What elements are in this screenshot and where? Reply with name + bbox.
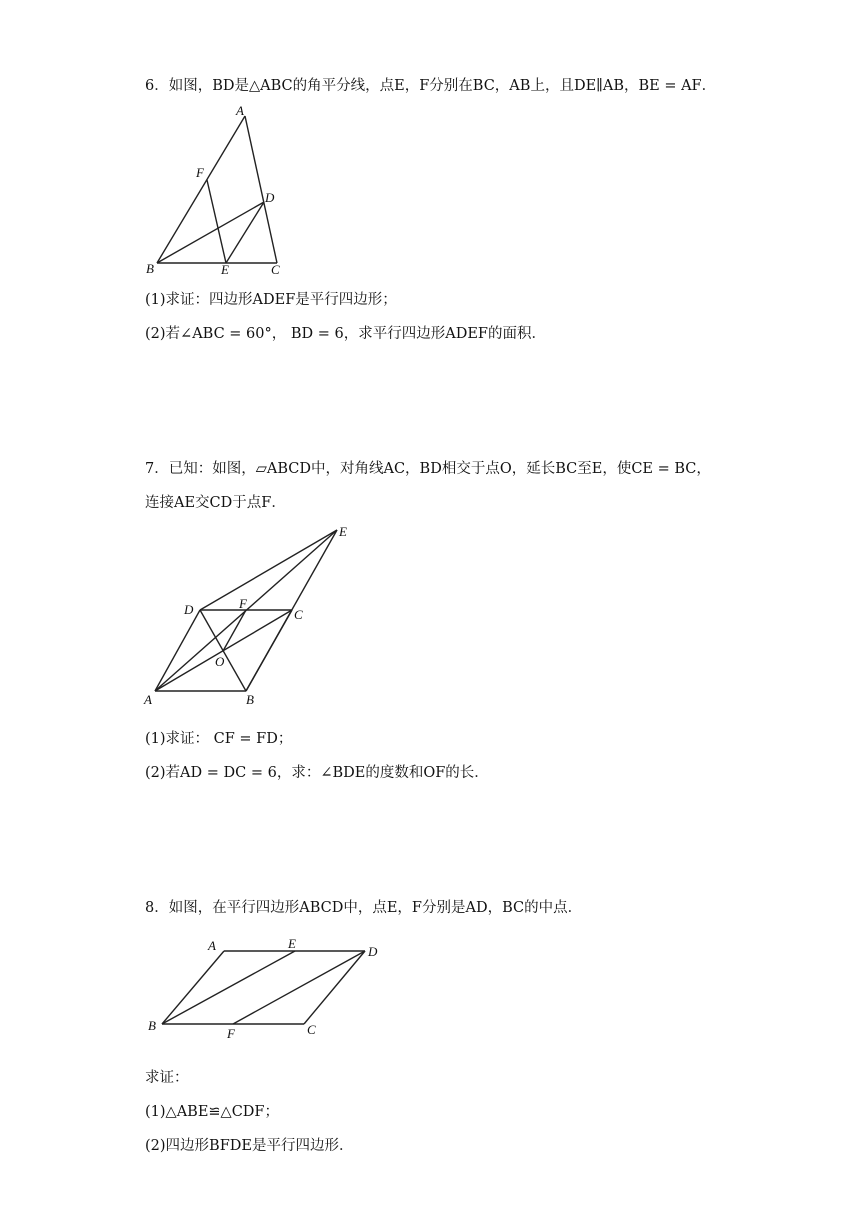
segment-ba	[157, 116, 245, 263]
problem-8-prove-label: 求证：	[145, 1070, 189, 1086]
segment-fd	[233, 951, 365, 1024]
segment-be	[162, 951, 295, 1024]
problem-6-figure	[140, 100, 300, 280]
label-c: C	[294, 607, 303, 622]
problem-6-part-2: (2)若∠ABC = 60°， BD = 6，求平行四边形ADEF的面积．	[145, 326, 546, 342]
label-b: B	[246, 692, 254, 707]
problem-7-part-2: (2)若AD = DC = 6，求：∠BDE的度数和OF的长．	[145, 765, 489, 781]
problem-7-part-1: (1)求证： CF = FD；	[145, 731, 293, 747]
segment-bd	[157, 202, 264, 263]
problem-8-part-2: (2)四边形BFDE是平行四边形．	[145, 1138, 354, 1154]
label-f: F	[239, 596, 247, 611]
label-e: E	[221, 262, 229, 277]
problem-8-part-1: (1)△ABE≌△CDF；	[145, 1104, 279, 1120]
label-e: E	[288, 936, 296, 951]
label-b: B	[146, 261, 154, 276]
problem-7-figure	[140, 518, 360, 710]
segment-fe	[207, 180, 226, 263]
label-c: C	[307, 1022, 316, 1037]
label-a: A	[208, 938, 216, 953]
problem-6-part-1: (1)求证：四边形ADEF是平行四边形；	[145, 292, 397, 308]
label-d: D	[265, 190, 275, 205]
label-a: A	[236, 103, 244, 118]
label-f: F	[227, 1026, 235, 1041]
label-f: F	[196, 165, 204, 180]
label-c: C	[271, 262, 280, 277]
problem-7-statement-line-1: 7．已知：如图，▱ABCD中，对角线AC，BD相交于点O，延长BC至E，使CE = BC，	[145, 461, 711, 477]
problem-6-statement: 6．如图，BD是△ABC的角平分线，点E，F分别在BC，AB上，且DE∥AB，BE = AF．	[145, 78, 717, 94]
segment-de	[200, 530, 337, 610]
label-e: E	[339, 524, 347, 539]
segment-cd	[304, 951, 365, 1024]
problem-8-figure	[140, 930, 390, 1042]
segment-ed	[226, 202, 264, 263]
segment-ad	[155, 610, 200, 691]
label-o: O	[215, 654, 225, 669]
segment-ab	[162, 951, 224, 1024]
segment-of	[223, 610, 246, 651]
label-d: D	[184, 602, 194, 617]
problem-8-statement: 8．如图，在平行四边形ABCD中，点E，F分别是AD，BC的中点．	[145, 900, 583, 916]
label-b: B	[148, 1018, 156, 1033]
problem-7-statement-line-2: 连接AE交CD于点F．	[145, 495, 286, 511]
label-d: D	[368, 944, 378, 959]
label-a: A	[144, 692, 152, 707]
